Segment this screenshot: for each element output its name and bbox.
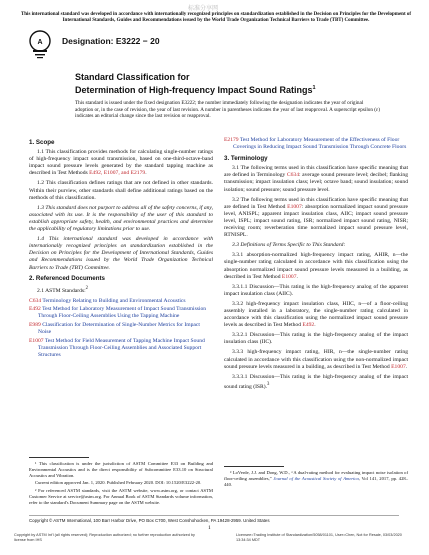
astm-logo-icon (28, 30, 52, 60)
left-column (29, 137, 213, 360)
reference-e2179[interactable]: E2179 Test Method for Laboratory Measurement of the Effectiveness of Floor Coverings in Reducing Impact Sound Transmission Through Concrete Floors (224, 137, 407, 151)
para-3-1: 3.1 The following terms used in this classification have specific meaning that are defined in Terminology C634: average sound pressure level; decibel; flanking transmission; impact insulation class; level; octave band; sound insulation; sound isolation; sound pressure; sound pressure level. (224, 165, 409, 193)
footnote-divider-right (224, 466, 284, 467)
right-footnotes (224, 466, 408, 487)
para-1-3: 1.3 This standard does not purport to address all of the safety concerns, if any, associated with its use. It is the responsibility of the user of this standard to establish appropriate safety, health, and environmental practices and determine the applicability of regulatory limitations prior to use. (29, 204, 213, 233)
ref-link-e492-e1007-e2179[interactable]: E492, E1007, and E2179 (89, 170, 146, 177)
footnote-1: ¹ This classification is under the jurisdiction of ASTM Committee E33 on Building and Environmental Acoustics and is the direct responsibility of Subcommittee E33.10 on Structural Acoustics and Vibration. (29, 461, 213, 478)
copyright-line: Copyright © ASTM International, 100 Barr Harbor Drive, PO Box C700, West Conshohocken, PA 19428-2959. United States (29, 515, 399, 523)
title-footnote-mark: 1 (312, 85, 316, 91)
reference-e989[interactable]: E989 Classification for Determination of Single-Number Metrics for Impact Noise (29, 321, 200, 336)
footnote-divider (29, 457, 89, 458)
designation: Designation: E3222 − 20 (62, 36, 160, 46)
page-number: 1 (208, 525, 211, 531)
title-line-2: Determination of High-frequency Impact Sound Ratings$^1$ (75, 85, 316, 95)
para-3-3-3: 3.3.3 high-frequency impact rating, HIR, n—the single-number rating calculated in accordance with this classification using the non-normalized impact sound pressure levels measured in a building, as described in Test Method E1007. (224, 349, 408, 370)
para-3-2: 3.2 The following terms used in this classification have specific meaning that are defined in Test Method E1007: absorption normalized impact sound pressure level, ANISPL; apparent impact insulation class, AIIC; impact sound pressure level, ISPL; impact sound rating, ISR; normalized impact sound rating, NISR; receiving room; reverberation time normalized impact sound pressure level, RTNISPL. (224, 196, 409, 239)
footnote-1-edition: Current edition approved Jan. 1, 2020. Published February 2020. DOI: 10.1520/E3222-20. (35, 480, 202, 486)
para-1-1: 1.1 This classification provides methods for calculating single-number ratings of high-frequency impact sound transmission, based on one-third-octave-band impact sound pressure levels generated by the standard tapping machine as described in Test Methods E492, E1007, and E2179. (29, 149, 213, 177)
reference-e1007[interactable]: E1007 Test Method for Field Measurement of Tapping Machine Impact Sound Transmission Through Floor-Ceiling Assemblies and Associated Support Structures (29, 337, 205, 358)
ref-link-e1007-c[interactable]: E1007 (391, 363, 406, 370)
footnote-3: ³ LoVerde, J.J. and Dong, W.D., “A dual-rating method for evaluating impact noise isolation of floor-ceiling assemblies,” Journal of the Acoustical Society of America, Vol 141, 2017, pp. 428–440. (224, 470, 408, 487)
para-2-1: 2.1 ASTM Standards:$^2$ (37, 285, 88, 294)
para-3-3: 3.3 Definitions of Terms Specific to This Standard: (232, 242, 346, 249)
para-3-3-3-1: 3.3.3.1 Discussion—This rating is the high-frequency analog of the impact sound rating (ISR).$^3$ (224, 373, 408, 390)
para-3-3-1: 3.3.1 absorption-normalized high-frequency impact rating, AHIR, n—the single-number rating calculated in accordance with this classification using the absorption normalized impact sound pressure levels measured in a building, as described in Test Method E1007. (224, 252, 408, 280)
watermark-text: 标准分享网 (188, 6, 219, 12)
para-1-4: 1.4 This international standard was developed in accordance with internationally recognized principles on standardization established in the Decision on Principles for the Development of International Standards, Guides and Recommendations issued by the World Trade Organization Technical Barriers to Trade (TBT) Committee. (29, 236, 213, 271)
reference-c634[interactable]: C634 Terminology Relating to Building and Environmental Acoustics (29, 297, 186, 304)
wto-notice: This international standard was developed in accordance with internationally recognized principles on standardization established in the Decision on Principles for the Development of International Standards, Guides and Recommendations issued by the World Trade Organization Technical Barriers to Trade (TBT) Committee. (20, 12, 412, 24)
para-3-3-1-1: 3.3.1.1 Discussion—This rating is the high-frequency analog of the apparent impact insulation class (AIIC). (224, 283, 408, 297)
footnote-2: ² For referenced ASTM standards, visit the ASTM website, www.astm.org, or contact ASTM Customer Service at service@astm.org. For Annual Book of ASTM Standards volume information, refer to the standard's Document Summary page on the ASTM website. (29, 488, 213, 505)
document-title (75, 72, 375, 96)
reference-e492[interactable]: E492 Test Method for Laboratory Measurement of Impact Sound Transmission Through Floor-Ceiling Assemblies Using the Tapping Machine (29, 306, 207, 320)
journal-link[interactable]: Journal of the Acoustical Society of America (273, 475, 359, 481)
svg-text:A: A (37, 39, 43, 46)
section-referenced-documents-heading: 2. Referenced Documents (29, 274, 105, 282)
ref-link-e492[interactable]: E492 (302, 322, 315, 329)
ref-link-e1007-b[interactable]: E1007 (281, 273, 297, 280)
para-3-3-2: 3.3.2 high-frequency impact insulation class, HIIC, n—of a floor-ceiling assembly installed in a laboratory, the single-number rating calculated in accordance with this classification using the normalized impact sound pressure levels as described in Test Method E492. (224, 300, 408, 329)
ref-link-e1007[interactable]: E1007 (287, 203, 302, 210)
title-line-1: Standard Classification for (75, 72, 190, 82)
para-1-2: 1.2 This classification defines ratings that are not defined in other standards. Within their purview, other standards shall define additional ratings based on the methods of this classification. (29, 180, 213, 201)
section-terminology-heading: 3. Terminology (224, 155, 268, 163)
ref-link-c634[interactable]: C634 (286, 172, 299, 179)
para-3-3-2-1: 3.3.2.1 Discussion—This rating is the high-frequency analog of the impact insulation class (IIC). (224, 332, 408, 346)
right-column (224, 137, 408, 394)
section-scope-heading: 1. Scope (29, 139, 55, 146)
left-footnotes (29, 457, 213, 508)
standard-note: This standard is issued under the fixed designation E3222; the number immediately following the designation indicates the year of original adoption or, in the case of revision, the year of last revision. A number in parentheses indicates the year of last reapproval. A superscript epsilon (ε) indicates an editorial change since the last revision or reapproval. (75, 100, 380, 120)
reference-list (29, 298, 213, 359)
license-right: Licensee=Trading Institute of Standardization/5058/01101, User=Chen, Not for Resale, 03/03/2020 13:34:34 MDT (236, 533, 402, 542)
license-left: Copyright by ASTM Int'l (all rights reserved); Reproduction authorized; no further reproduction authorized by license from IHS (14, 533, 195, 542)
